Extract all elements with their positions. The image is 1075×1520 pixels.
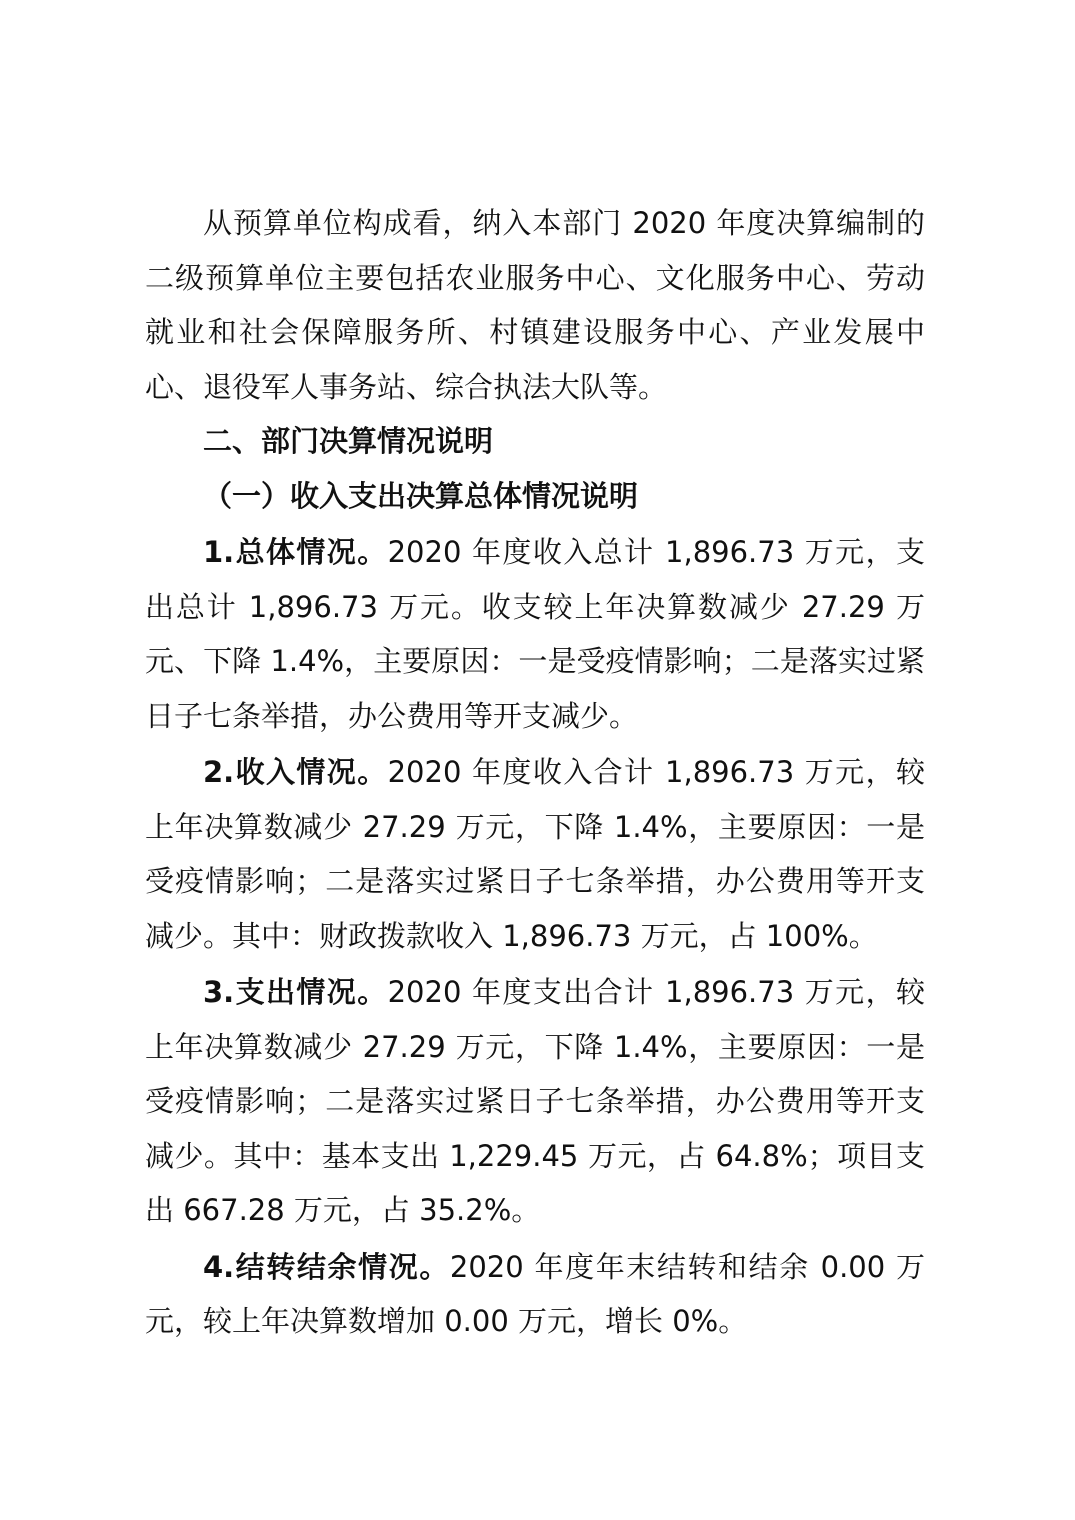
section-heading: 二、部门决算情况说明 xyxy=(203,424,494,458)
item-text-expenditure: 2020 年度支出合计 1,896.73 万元，较上年决算数减少 27.29 万元，下降 1.4%，主要原因：一是受疫情影响；二是落实过紧日子七条举措，办公费用等开支减少。其中：基本支出 1,229.45 万元，占 64.8%；项目支出 667.28 万元，占 35.2%。 xyxy=(145,975,925,1227)
item-text-carryover: 2020 年度年末结转和结余 0.00 万元，较上年决算数增加 0.00 万元，增长 0%。 xyxy=(145,1249,925,1338)
item-text-income: 2020 年度收入合计 1,896.73 万元，较上年决算数减少 27.29 万元，下降 1.4%，主要原因：一是受疫情影响；二是落实过紧日子七条举措，办公费用等开支减少。其中：财政拨款收入 1,896.73 万元，占 100%。 xyxy=(145,755,925,953)
item-paragraph-expenditure xyxy=(145,965,925,1238)
item-paragraph-overall xyxy=(145,525,925,743)
item-text-overall: 2020 年度收入总计 1,896.73 万元，支出总计 1,896.73 万元。收支较上年决算数减少 27.29 万元、下降 1.4%，主要原因：一是受疫情影响；二是落实过紧日子七条举措，办公费用等开支减少。 xyxy=(145,535,925,733)
item-lead-overall: 1.总体情况。 xyxy=(203,535,388,569)
subsection-heading: （一）收入支出决算总体情况说明 xyxy=(203,478,639,513)
intro-paragraph: 从预算单位构成看，纳入本部门 2020 年度决算编制的二级预算单位主要包括农业服务中心、文化服务中心、劳动就业和社会保障服务所、村镇建设服务中心、产业发展中心、退役军人事务站、综合执法大队等。 xyxy=(145,206,925,404)
document-body xyxy=(145,196,925,1349)
item-lead-carryover: 4.结转结余情况。 xyxy=(203,1249,450,1284)
item-paragraph-income xyxy=(145,745,925,963)
item-lead-expenditure: 3.支出情况。 xyxy=(203,975,388,1009)
item-paragraph-carryover xyxy=(145,1240,925,1349)
item-lead-income: 2.收入情况。 xyxy=(203,755,388,789)
